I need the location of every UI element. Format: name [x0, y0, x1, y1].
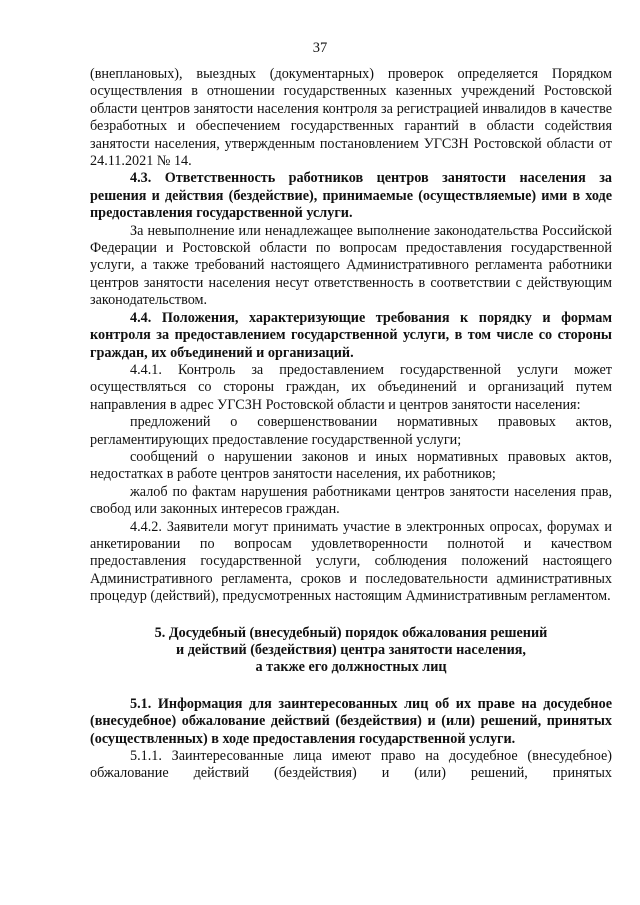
- document-body: [90, 66, 612, 783]
- paragraph: (внеплановых), выездных (документарных) проверок определяется Порядком осуществления в отношении государственных казенных учреждений Ростовской области центров занятости населения контроля за регистрацией инвалидов в качестве безработных и обеспечением государственных гарантий в области содействия занятости населения, утвержденным постановлением УГСЗН Ростовской области от 24.11.2021 № 14.: [90, 66, 612, 170]
- list-item: сообщений о нарушении законов и иных нормативных правовых актов, недостатках в работе центров занятости населения, их работников;: [90, 448, 612, 483]
- heading-5-1: 5.1. Информация для заинтересованных лиц об их праве на досудебное (внесудебное) обжалование действий (бездействия) и (или) решений, принятых (осуществленных) в ходе предоставления государственной услуги.: [90, 695, 612, 747]
- list-item: жалоб по фактам нарушения работниками центров занятости населения прав, свобод или законных интересов граждан.: [90, 483, 612, 518]
- page-number: 37: [312, 40, 328, 56]
- heading-4-4: 4.4. Положения, характеризующие требования к порядку и формам контроля за предоставлением государственной услуги, в том числе со стороны граждан, их объединений и организаций.: [90, 309, 612, 361]
- section-5-heading-line-3: а также его должностных лиц: [255, 659, 447, 676]
- list-item: предложений о совершенствовании нормативных правовых актов, регламентирующих предоставление государственной услуги;: [90, 414, 612, 448]
- paragraph: 4.4.1. Контроль за предоставлением государственной услуги может осуществляться со стороны граждан, их объединений и организаций путем направления в адрес УГСЗН Ростовской области и центров занятости населения:: [90, 361, 612, 413]
- paragraph: 4.4.2. Заявители могут принимать участие в электронных опросах, форумах и анкетировании по вопросам удовлетворенности полнотой и качеством предоставления государственной услуги, соблюдения положений настоящего Административного регламента, сроков и последовательности административных процедур (действий), предусмотренных настоящим Административным регламентом.: [90, 518, 612, 605]
- paragraph: За невыполнение или ненадлежащее выполнение законодательства Российской Федерации и Ростовской области по вопросам предоставления государственной услуги, а также требований настоящего Административного регламента работники центров занятости населения несут ответственность в соответствии с действующим законодательством.: [90, 222, 612, 309]
- heading-4-3: 4.3. Ответственность работников центров занятости населения за решения и действия (бездействие), принимаемые (осуществляемые) ими в ходе предоставления государственной услуги.: [90, 170, 612, 222]
- paragraph: 5.1.1. Заинтересованные лица имеют право на досудебное (внесудебное) обжалование действий (бездействия) и (или) решений, принятых: [90, 748, 612, 782]
- section-5-heading-line-2: и действий (бездействия) центра занятости населения,: [176, 642, 526, 658]
- section-5-heading-line-1: 5. Досудебный (внесудебный) порядок обжалования решений: [154, 624, 548, 641]
